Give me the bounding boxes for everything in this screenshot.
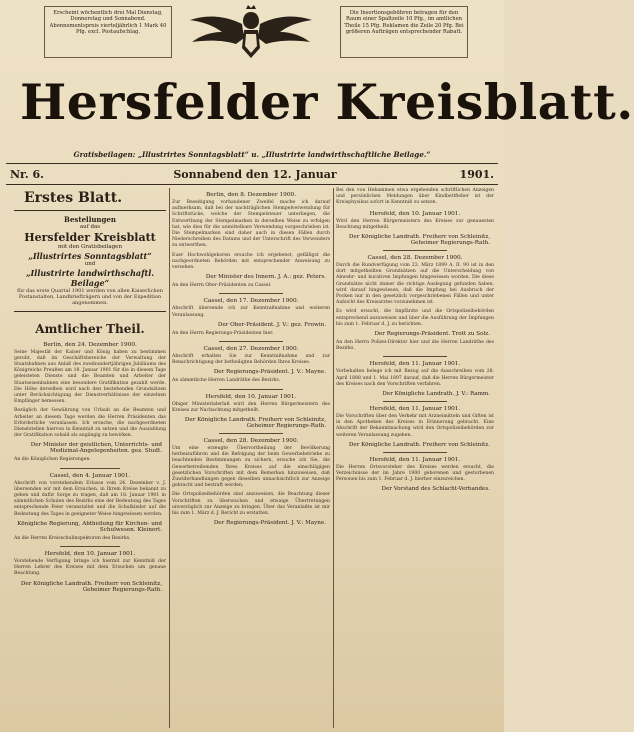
divider <box>14 210 166 211</box>
article-text: Wird den Herren Bürgermeistern des Kreises zur genauesten Beachtung mitgetheilt. <box>336 218 494 230</box>
article-signature: Der Königliche Landrath. J. V.: Ramm. <box>382 391 490 398</box>
divider <box>383 452 446 453</box>
supplement-name: „Illustrirte landwirthschaftl. Beilage“ <box>25 268 155 288</box>
article-text: Euer Hochwohlgeboren ersuche ich ergebenst, gefälligst die nachgeordneten Behörden mit entsprechender Anweisung zu versehen. <box>172 252 330 271</box>
article-text: Abschrift von vorstehendem Erlasse vom 24. Dezember v. J. übersenden wir mit dem Ersuchen, in Ihrem Kreise bekannt zu geben und dafür Sorge zu tragen, daß am 18. Januar 1901 in sämmtlichen Schulen des Bezirks eine der Bedeutung des Tages entsprechende Feier veranstaltet und die Schulkinder auf die Bedeutung des Tages in geeigneter Weise hingewiesen werden. <box>14 480 166 517</box>
issue-dateline <box>10 168 494 182</box>
article-date: Hersfeld, den 11. Januar 1901. <box>369 406 461 413</box>
article-text: Zur Beseitigung vorhandener Zweifel mache ich darauf aufmerksam, daß bei der nachträglichen Stempelverwendung für Schriftstücke, welche der Stempelsteuer unterliegen, die Entwerthung der Stempelmarken in derselben Weise zu erfolgen hat, wie dies für die unmittelbare Verwendung vorgeschrieben ist. Die Stempelmarken sind daher auch in diesen Fällen durch Niederschreiben des Datums und der Unterschrift des Verwenders zu entwerthen. <box>172 200 330 249</box>
section-heading: Erstes Blatt. <box>24 190 123 206</box>
article-text: Bezüglich der Gewährung von Urlaub an die Beamten und Arbeiter an diesem Tage werden die Herren Präsidenten das Erforderliche veranlassen. Ich ersuche, die nachgeordneten Dienststellen hiervon in Kenntniß zu setzen und die Auszahlung der Gratifikation sobald als angängig zu bewirken. <box>14 408 166 439</box>
column-rule <box>333 188 334 728</box>
article-date: Hersfeld, den 11. Januar 1901. <box>369 361 461 368</box>
divider-bottom <box>6 184 498 185</box>
article-signature: Der Königliche Landrath. Freiherr von Schleinitz, Geheimer Regierungs-Rath. <box>20 580 162 593</box>
subscription-text: mit den Gratisbeilagen <box>58 244 122 250</box>
divider <box>383 401 446 402</box>
article-text: Seine Majestät der Kaiser und König haben zu bestimmen geruht, daß im Geschäftsbereiche der Verwaltung der Staatsbahnen aus Anlaß des zweihundertjährigen Jubiläums des Königreichs Preußen am 18. Januar 1901 für die in diesem Tage geleisteten Dienste und die Beamten und Arbeiter der Staatseisenbahnen eine besondere Gratifikation gezahlt werde. Die Höhe derselben wird nach den bestehenden Grundsätzen unter Berücksichtigung der Dienstverhältnisse der einzelnen Empfänger bemessen. <box>14 349 166 405</box>
divider <box>219 293 282 294</box>
column-1 <box>14 188 166 732</box>
divider <box>14 311 166 312</box>
subscription-text: und <box>84 261 96 267</box>
divider <box>219 389 282 390</box>
article-signature: Der Regierungs-Präsident. J. V.: Mayne. <box>213 369 326 376</box>
masthead <box>0 0 634 162</box>
subscription-heading: Bestellungen <box>64 215 116 224</box>
article-signature: Der Vorstand des Schlacht-Verbandes. <box>381 486 490 493</box>
article-recipient: An den Herrn Regierungs-Präsidenten hier. <box>172 330 274 336</box>
subscription-info-box: Erscheint wöchentlich drei Mal Dienstag, Donnerstag und Sonnabend. Abonnementspreis vierteljährlich 1 Mark 40 Pfg. excl. Postaufschlag. <box>44 6 172 58</box>
article-date: Cassel, den 17. Dezember 1900. <box>203 298 299 305</box>
article-signature: Der Regierungs-Präsident. J. V.: Mayne. <box>213 520 326 527</box>
article-text: Abschrift übersende ich zur Kenntnißnahme und weiteren Veranlassung. <box>172 306 330 318</box>
article-text: Obiger Ministerialerlaß wird den Herren Bürgermeistern des Kreises zur Nachachtung mitgetheilt. <box>172 401 330 413</box>
article-signature: Der Königliche Landrath. Freiherr von Schleinitz, Geheimer Regierungs-Rath. <box>184 417 326 430</box>
article-text: Bei den von Hebammen etwa ergehenden schriftlichen Anzeigen und persönlichen Meldungen über Kindbettfieber ist der Kreisphysikus sofort in Kenntniß zu setzen. <box>336 188 494 206</box>
issue-number: Nr. 6. <box>10 168 44 181</box>
divider-top <box>6 163 498 164</box>
column-2 <box>172 188 330 732</box>
article-date: Hersfeld, den 10. Januar 1901. <box>44 551 136 558</box>
article-signature: Der Königliche Landrath. Freiherr von Schleinitz. <box>348 441 490 448</box>
eagle-emblem-icon <box>186 4 316 62</box>
article-recipient: An sämmtliche Herren Landräthe des Bezirks. <box>172 378 281 384</box>
article-date: Cassel, den 28. Dezember 1900. <box>203 438 299 445</box>
divider <box>60 546 121 547</box>
article-date: Cassel, den 27. Dezember 1900. <box>203 346 299 353</box>
divider <box>219 341 282 342</box>
article-text: Vorstehende Verfügung bringe ich hiermit zur Kenntniß der Herren Lehrer des Kreises mit dem Ersuchen um genaue Beachtung. <box>14 559 166 577</box>
article-signature: Der Königliche Landrath. Freiherr von Schleinitz, Geheimer Regierungs-Rath. <box>348 234 490 247</box>
article-date: Berlin, den 24. Dezember 1900. <box>43 341 137 348</box>
article-text: Abschrift erhalten Sie zur Kenntnißnahme und zur Benachrichtigung der betheiligten Behörden Ihres Kreises. <box>172 354 330 366</box>
issue-year: 1901. <box>459 168 494 181</box>
article-text: Es wird ersucht, die Impfärzte und die Ortspolizeibehörden entsprechend anzuweisen und über die Ausführung der Impfungen bis zum 1. Februar d. J. zu berichten. <box>336 309 494 327</box>
subscription-text: für das erste Quartal 1901 werden von allen Kaiserlichen Postanstalten, Landbriefträgern und von der Expedition angenommen. <box>17 288 163 307</box>
newspaper-title: Hersfelder Kreisblatt. <box>20 73 634 131</box>
divider <box>60 468 121 469</box>
article-text: Vorbehalten belege ich mit Bezug auf die Ausschreiben vom 28. April 1888 und 1. Mai 1897 darauf, daß die Herren Bürgermeister des Kreises nach den Vorschriften verfahren. <box>336 369 494 387</box>
supplement-name: „Illustrirtes Sonntagsblatt“ <box>28 251 152 261</box>
article-signature: Der Regierungs-Präsident. Trott zu Solz. <box>374 331 490 338</box>
article-text: Die Ortspolizeibehörden sind anzuweisen, die Beachtung dieser Vorschriften zu überwachen und etwaige Übertretungen unverzüglich zur Anzeige zu bringen. Über das Veranlaßte ist mir bis zum 1. März d. J. Bericht zu erstatten. <box>172 492 330 517</box>
column-3 <box>336 188 494 732</box>
divider <box>219 433 282 434</box>
article-signature: Der Ober-Präsident. J. V.: gez. Frowin. <box>217 321 326 328</box>
article-text: Die Vorschriften über den Verkehr mit Arzneimitteln und Giften ist in den Apotheken des Kreises in Erinnerung gebracht. Eine Abschrift der Bekanntmachung wird den Ortspolizeibehörden zur weiteren Veranlassung zugehen. <box>336 414 494 438</box>
article-recipient: An den Herrn Polizei-Direktor hier und die Herren Landräthe des Bezirks. <box>336 340 494 352</box>
article-text: Die Herren Ortsvorsteher des Kreises werden ersucht, die Verzeichnisse der im Jahre 1900 geborenen und gestorbenen Personen bis zum 1. Februar d. J. hierher einzureichen. <box>336 464 494 483</box>
article-date: Berlin, den 8. Dezember 1900. <box>205 192 297 198</box>
divider <box>383 356 446 357</box>
article-recipient: An die Königlichen Regierungen. <box>14 457 91 463</box>
issue-date: Sonnabend den 12. Januar <box>173 168 337 181</box>
subscription-text: auf das <box>79 224 101 230</box>
article-date: Hersfeld, den 10. Januar 1901. <box>205 393 297 400</box>
supplements-subtitle: Gratisbeilagen: „Illustrirtes Sonntagsblatt“ u. „Illustrirte landwirthschaftliche Beilage.“ <box>73 150 431 159</box>
article-signature: Der Minister des Innern. J. A.: gez. Peters. <box>205 274 326 281</box>
insertion-fees-box: Die Insertionsgebühren betragen für den Raum einer Spaltzeile 10 Pfg., im amtlichen Theile 15 Pfg. Reklamen die Zeile 20 Pfg. Bei größeren Aufträgen entsprechender Rabatt. <box>340 6 468 58</box>
divider <box>383 250 446 251</box>
article-signature: Königliche Regierung, Abtheilung für Kirchen- und Schulwesen. Kleinert. <box>17 520 162 533</box>
article-date: Hersfeld, den 10. Januar 1901. <box>369 210 461 217</box>
article-recipient: An die Herren Kreisschulinspektoren des Bezirks. <box>14 535 131 541</box>
article-text: Durch die Rundverfügung vom 23. März 1899 A. II. 90 ist in den dort mitgetheilten Grundsätzen auf die Unterscheidung von Abwehr- und kurativen Impfungen hingewiesen worden. Die diese Grundsätze nicht immer die richtige Auslegung gefunden haben, wird darauf hingewiesen, daß die Impfung bei Ausbruch der Pocken nur in den gesetzlich vorgeschriebenen Fällen und unter Aufsicht des Kreisarztes vorzunehmen ist. <box>336 263 494 306</box>
article-signature: Der Minister der geistlichen, Unterrichts- und Medizinal-Angelegenheiten. gez. Studt. <box>30 442 162 455</box>
subscription-paper-name: Hersfelder Kreisblatt <box>24 231 156 244</box>
article-date: Cassel, den 28. Dezember 1900. <box>367 255 463 262</box>
article-date: Cassel, den 4. Januar 1901. <box>49 472 131 479</box>
article-date: Hersfeld, den 11. Januar 1901. <box>369 456 461 463</box>
column-rule <box>169 188 170 728</box>
article-text: Um eine erzeugte Übervortheilung der Bevölkerung herbeizuführen und die Befolgung der beim Gewerbebetriebe zu beachtenden Bestimmungen zu sichern, ersuche ich Sie, die Gewerbetreibenden Ihres Kreises auf die einschlägigen gesetzlichen Vorschriften mit dem Bemerken hinzuweisen, daß Zuwiderhandlungen gegen dieselben unnachsichtlich zur Anzeige gebracht und bestraft werden. <box>172 446 330 489</box>
official-section-heading: Amtlicher Theil. <box>35 321 145 336</box>
article-recipient: An den Herrn Ober-Präsidenten zu Cassel. <box>172 283 272 289</box>
